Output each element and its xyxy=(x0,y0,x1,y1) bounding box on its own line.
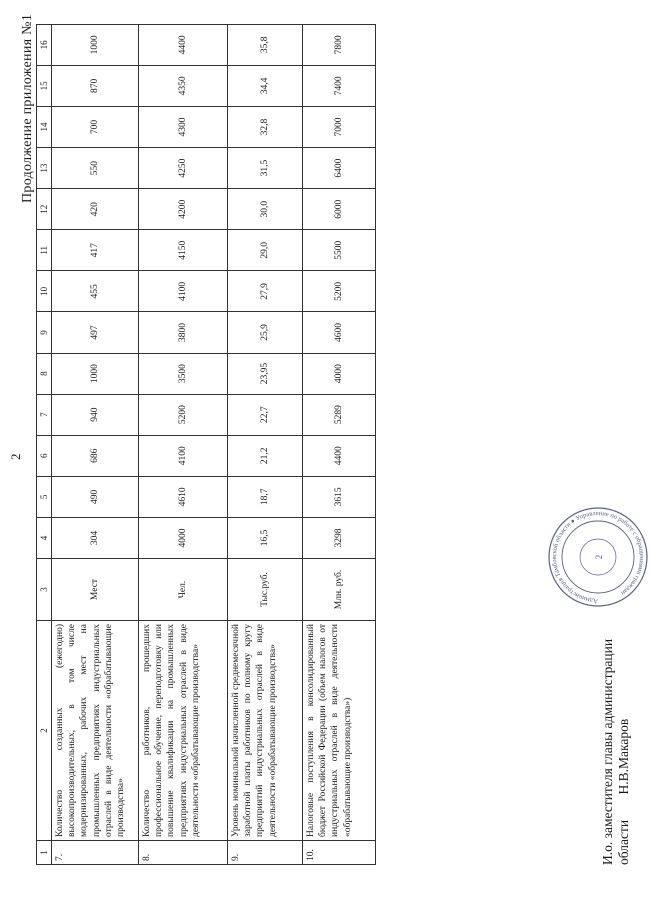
signature-block xyxy=(600,639,632,865)
value-cell: 870 xyxy=(52,65,139,106)
value-cell: 25,9 xyxy=(228,312,303,353)
table-row xyxy=(303,24,376,864)
table-row xyxy=(52,24,139,864)
signer-role: И.о. заместителя главы администрации xyxy=(600,638,615,865)
column-number: 11 xyxy=(37,230,52,271)
column-number: 1 xyxy=(37,841,52,865)
value-cell: 22,7 xyxy=(228,394,303,435)
indicators-table xyxy=(36,24,376,865)
page-number: 2 xyxy=(8,453,23,460)
value-cell: 4200 xyxy=(139,189,228,230)
value-cell: 7400 xyxy=(303,65,376,106)
table-row xyxy=(228,24,303,864)
value-cell: 4610 xyxy=(139,476,228,517)
value-cell: 34,4 xyxy=(228,65,303,106)
table-row xyxy=(139,24,228,864)
value-cell: 550 xyxy=(52,148,139,189)
value-cell: 30,0 xyxy=(228,189,303,230)
value-cell: 5289 xyxy=(303,394,376,435)
value-cell: 940 xyxy=(52,394,139,435)
column-number: 2 xyxy=(37,621,52,841)
column-number: 6 xyxy=(37,435,52,476)
column-number: 13 xyxy=(37,148,52,189)
unit-cell: Тыс.руб. xyxy=(228,559,303,621)
value-cell: 4100 xyxy=(139,271,228,312)
value-cell: 1000 xyxy=(52,353,139,394)
value-cell: 3500 xyxy=(139,353,228,394)
indicator-name: Налоговые поступления в консолидированный бюджет Российской Федерации (объем налогов от индустриальных отраслей в виде деятельности «обрабатывающие производства») xyxy=(303,621,376,841)
value-cell: 23,95 xyxy=(228,353,303,394)
column-number: 4 xyxy=(37,517,52,558)
value-cell: 4000 xyxy=(303,353,376,394)
value-cell: 4400 xyxy=(303,435,376,476)
value-cell: 32,8 xyxy=(228,106,303,147)
value-cell: 6000 xyxy=(303,189,376,230)
value-cell: 16,5 xyxy=(228,517,303,558)
column-number: 9 xyxy=(37,312,52,353)
row-index: 8. xyxy=(139,841,228,865)
table-body xyxy=(52,24,376,864)
value-cell: 3615 xyxy=(303,476,376,517)
value-cell: 4400 xyxy=(139,24,228,65)
value-cell: 4250 xyxy=(139,148,228,189)
indicator-name: Количество созданных (ежегодно) высокопроизводительных, в том числе модернизированных, рабочих мест на промышленных предприятиях индустриальных отраслей в виде деятельности «обрабатывающие производства» xyxy=(52,621,139,841)
value-cell: 700 xyxy=(52,106,139,147)
value-cell: 5200 xyxy=(303,271,376,312)
column-number: 15 xyxy=(37,65,52,106)
indicator-name: Уровень номинальной начисленной среднемесячной заработной платы работников по полному кругу предприятий индустриальных отраслей в виде деятельности «обрабатывающие производства» xyxy=(228,621,303,841)
value-cell: 417 xyxy=(52,230,139,271)
value-cell: 29,0 xyxy=(228,230,303,271)
value-cell: 4100 xyxy=(139,435,228,476)
signer-name: Н.В.Макаров xyxy=(616,718,631,795)
value-cell: 490 xyxy=(52,476,139,517)
column-number: 7 xyxy=(37,394,52,435)
column-number: 12 xyxy=(37,189,52,230)
value-cell: 4300 xyxy=(139,106,228,147)
value-cell: 7000 xyxy=(303,106,376,147)
column-number: 5 xyxy=(37,476,52,517)
value-cell: 497 xyxy=(52,312,139,353)
column-number: 10 xyxy=(37,271,52,312)
seal-center: 2 xyxy=(594,554,604,560)
value-cell: 686 xyxy=(52,435,139,476)
value-cell: 35,8 xyxy=(228,24,303,65)
indicator-name: Количество работников, прошедших профессиональное обучение, переподготовку или повышение квалификации на промышленных предприятиях индустриальных отраслей в виде деятельности «обрабатывающие производства» xyxy=(139,621,228,841)
continuation-label: Продолжение приложения №1 xyxy=(20,13,35,203)
seal-text: Администрация Тамбовской области ● Управление по работе с обращениями граждан xyxy=(550,509,646,605)
value-cell: 18,7 xyxy=(228,476,303,517)
signer-role-region: области xyxy=(616,819,631,865)
unit-cell: Млн. руб. xyxy=(303,559,376,621)
value-cell: 304 xyxy=(52,517,139,558)
column-number: 16 xyxy=(37,24,52,65)
row-index: 10. xyxy=(303,841,376,865)
unit-cell: Чел. xyxy=(139,559,228,621)
value-cell: 5200 xyxy=(139,394,228,435)
row-index: 7. xyxy=(52,841,139,865)
value-cell: 1000 xyxy=(52,24,139,65)
value-cell: 27,9 xyxy=(228,271,303,312)
column-number-row xyxy=(37,24,52,864)
column-number: 8 xyxy=(37,353,52,394)
value-cell: 7800 xyxy=(303,24,376,65)
value-cell: 6400 xyxy=(303,148,376,189)
column-number: 3 xyxy=(37,559,52,621)
value-cell: 4000 xyxy=(139,517,228,558)
value-cell: 4600 xyxy=(303,312,376,353)
row-index: 9. xyxy=(228,841,303,865)
value-cell: 21,2 xyxy=(228,435,303,476)
value-cell: 5500 xyxy=(303,230,376,271)
value-cell: 3800 xyxy=(139,312,228,353)
value-cell: 31,5 xyxy=(228,148,303,189)
column-number: 14 xyxy=(37,106,52,147)
value-cell: 4350 xyxy=(139,65,228,106)
value-cell: 4150 xyxy=(139,230,228,271)
unit-cell: Мест xyxy=(52,559,139,621)
value-cell: 420 xyxy=(52,189,139,230)
value-cell: 3298 xyxy=(303,517,376,558)
official-seal-icon xyxy=(546,505,650,609)
value-cell: 455 xyxy=(52,271,139,312)
